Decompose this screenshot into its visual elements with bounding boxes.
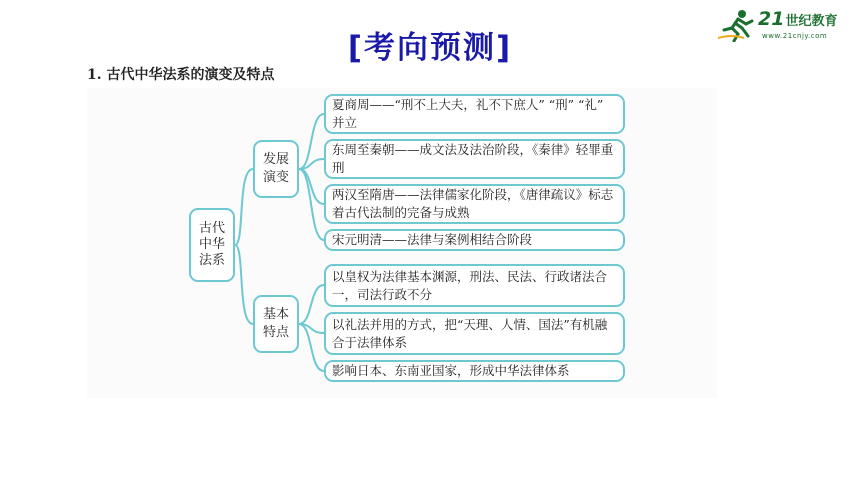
root-node: 古代中华法系 bbox=[189, 208, 235, 282]
site-logo[interactable] bbox=[718, 8, 852, 42]
runner-icon bbox=[718, 8, 758, 42]
logo-text: 21世纪教育 bbox=[758, 8, 838, 30]
branch-features: 基本特点 bbox=[253, 295, 299, 353]
leaf-dongzhou-qin: 东周至秦朝——成文法及法治阶段，《秦律》轻罪重刑 bbox=[324, 139, 625, 179]
branch-development: 发展演变 bbox=[253, 140, 299, 198]
leaf-influence: 影响日本、东南亚国家，形成中华法律体系 bbox=[324, 360, 625, 382]
leaf-xia-shang-zhou: 夏商周——“刑不上大夫，礼不下庶人” “刑” “礼” 并立 bbox=[324, 94, 625, 134]
section-heading: 1. 古代中华法系的演变及特点 bbox=[87, 67, 275, 83]
leaf-han-sui-tang: 两汉至隋唐——法律儒家化阶段，《唐律疏议》标志着古代法制的完备与成熟 bbox=[324, 184, 625, 224]
leaf-imperial-power: 以皇权为法律基本渊源，刑法、民法、行政诸法合一，司法行政不分 bbox=[324, 264, 625, 307]
logo-url: www.21cnjy.com bbox=[762, 32, 828, 40]
mind-map-diagram bbox=[87, 88, 717, 398]
leaf-song-yuan-ming-qing: 宋元明清——法律与案例相结合阶段 bbox=[324, 229, 625, 251]
page-title: [考向预测] bbox=[347, 30, 513, 66]
leaf-li-fa-combined: 以礼法并用的方式，把“天理、人情、国法”有机融合于法律体系 bbox=[324, 312, 625, 355]
